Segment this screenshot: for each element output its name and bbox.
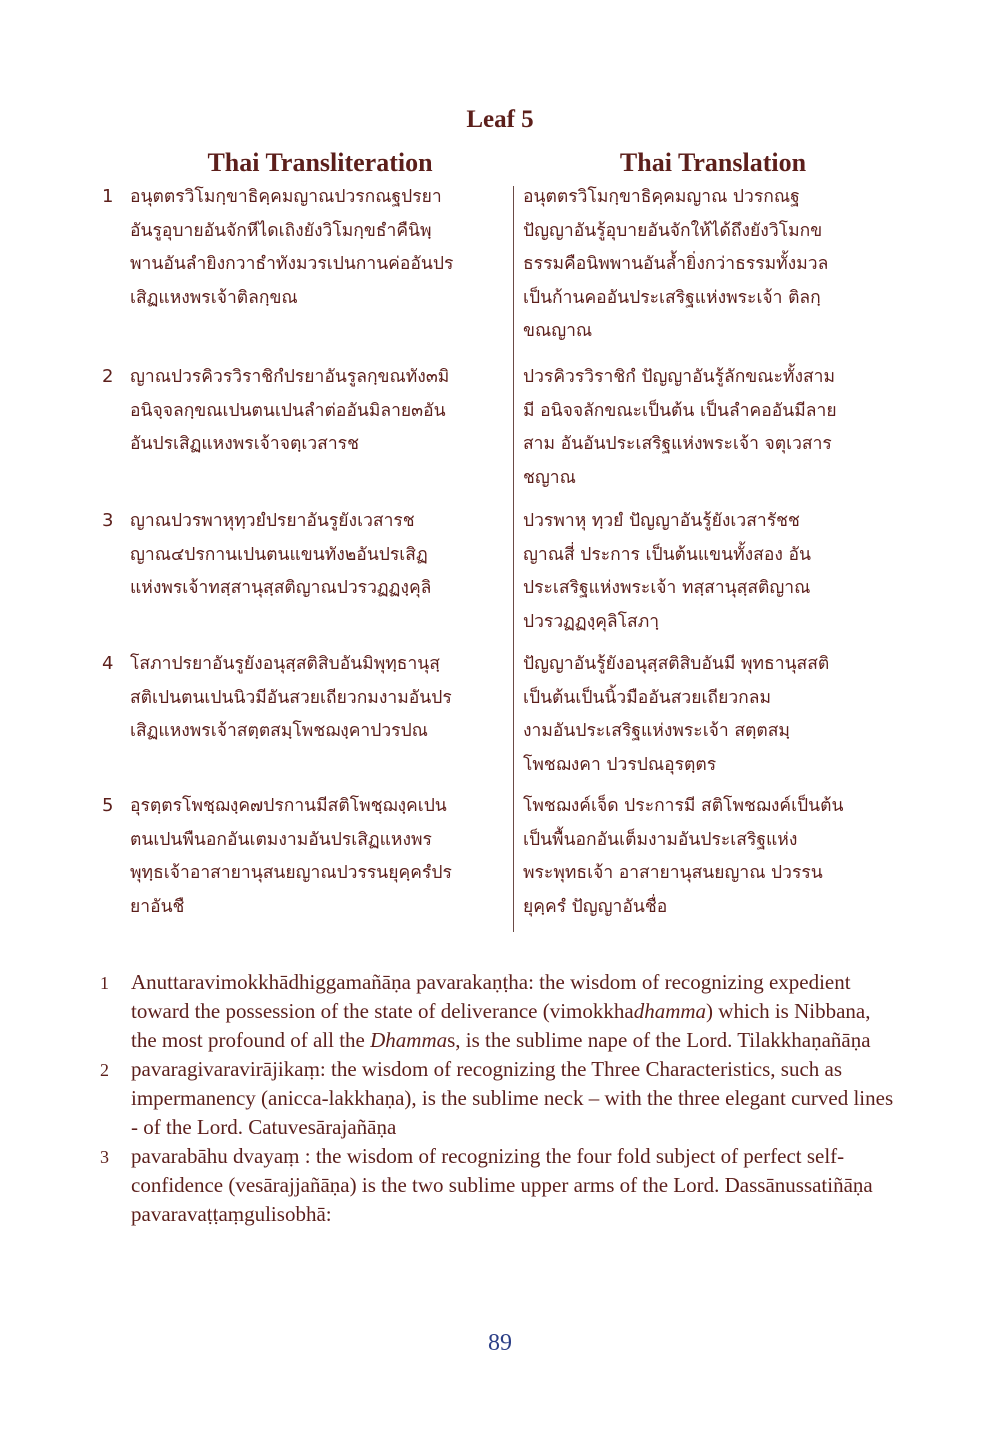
column-heading-translation: Thai Translation xyxy=(619,148,807,177)
transliteration-cell: โสภาปรยาอันรูยังอนุสฺสติสิบอันมิพุทฺธานุสฺ สติเปนตนเปนนิวมีอันสวยเถียวกมงามอันปร เสิฏแหงพรเจ้าสตฺตสมฺโพชฌงฺคาปวรปณ xyxy=(130,654,452,741)
row-number: 3 xyxy=(102,510,114,531)
footnote-italic: Dhamma xyxy=(370,1028,448,1052)
footnote-number: 1 xyxy=(100,973,109,993)
row-number: 1 xyxy=(102,186,114,207)
translation-cell: โพชฌงค์เจ็ด ประการมี สติโพชฌงค์เป็นต้น เป็นพื้นอกอันเต็มงามอันประเสริฐแห่ง พระพุทธเจ้า อาสายานุสนยญาณ ปวรรน ยุคฺครํ ปัญญาอันชื่อ xyxy=(523,796,844,917)
translation-cell: ปัญญาอันรู้ยังอนุสฺสติสิบอันมี พุทธานุสสติ เป็นต้นเป็นนิ้วมืออันสวยเถียวกลม งามอันประเสริฐแห่งพระเจ้า สตฺตสมฺ โพชฌงคา ปวรปณอุรตฺตร xyxy=(523,654,830,775)
column-heading-transliteration: Thai Transliteration xyxy=(207,148,433,177)
row-number: 4 xyxy=(102,653,114,674)
footnote-number: 3 xyxy=(100,1147,109,1167)
footnote xyxy=(100,1055,900,1142)
translation-cell: ปวรพาหุ ทฺวยํ ปัญญาอันรู้ยังเวสารัชช ญาณสี่ ประการ เป็นต้นแขนทั้งสอง อัน ประเสริฐแห่งพระเจ้า ทสฺสานุสฺสติญาณ ปวรวฏฏงฺคุลิโสภาฺ xyxy=(523,511,811,632)
translation-cell: อนุตตรวิโมกฺขาธิคฺคมญาณ ปวรกณฐ ปัญญาอันรู้อุบายอันจักให้ได้ถึงยังวิโมกข ธรรมคือนิพพานอันล้ำยิ่งกว่าธรรมทั้งมวล เป็นก้านคออันประเสริฐแห่งพระเจ้า ติลกฺ ขณญาณ xyxy=(523,187,829,341)
footnotes xyxy=(100,968,900,1229)
footnote-text: pavaragivaravirājikaṃ: the wisdom of recognizing the Three Characteristics, such as impermanency (anicca-lakkhaṇa), is the sublime neck – with the three elegant curved lines - of the Lord. Catuvesārajañāṇa xyxy=(131,1057,894,1139)
footnote-number: 2 xyxy=(100,1060,109,1080)
transliteration-cell: ญาณปวรคิวรวิราชิกํปรยาอันรูลกฺขณทัง๓มิ อนิจฺจลกฺขณเปนตนเปนลําต่ออันมิลาย๓อัน อันปรเสิฏแหงพรเจ้าจตฺเวสารช xyxy=(130,367,450,454)
transliteration-cell: อุรตฺตรโพชฺฌงฺค๗ปรกานมีสติโพชฺฌงฺคเปน ตนเปนพืนอกอันเตมงามอันปรเสิฏแหงพร พุทฺธเจ้าอาสายานุสนยญาณปวรรนยุคฺครํปร ยาอันชื xyxy=(130,796,452,917)
transliteration-cell: อนุตตรวิโมกฺขาธิคฺคมญาณปวรกณฐปรยา อันรูอุบายอันจักหีไดเถิงยังวิโมกฺขธําคืนิพฺ พานอันลํายิงกวาธําทังมวรเปนกานค่ออันปร เสิฏแหงพรเจ้าติลกฺขณ xyxy=(130,187,454,308)
footnote-text: s, is the sublime nape of the Lord. Tilakkhaṇañāṇa xyxy=(447,1028,871,1052)
footnote-text: Anuttaravimokkhādhiggamañāṇa pavarakaṇṭha: the wisdom of recognizing expedient toward the possession of the state of deliverance (vimokkha xyxy=(131,970,851,1023)
row-number: 2 xyxy=(102,366,114,387)
footnote xyxy=(100,1142,900,1229)
footnote-italic: dhamma xyxy=(633,999,707,1023)
page-number: 89 xyxy=(488,1330,512,1356)
footnote-text: pavarabāhu dvayaṃ : the wisdom of recognizing the four fold subject of perfect self-confidence (vesārajjañāṇa) is the two sublime upper arms of the Lord. Dassānussatiñāṇa pavaravaṭṭaṃgulisobhā: xyxy=(131,1144,873,1226)
transliteration-cell: ญาณปวรพาหุทฺวยํปรยาอันรูยังเวสารช ญาณ๔ปรกานเปนตนแขนทัง๒อันปรเสิฏ แห่งพรเจ้าทสฺสานุสฺสติญาณปวรวฏฏงฺคุลิ xyxy=(130,511,432,598)
footnote xyxy=(100,968,900,1055)
column-divider xyxy=(513,186,514,932)
translation-cell: ปวรคิวรวิราชิกํ ปัญญาอันรู้ลักขณะทั้งสาม มี อนิจจลักขณะเป็นต้น เป็นลำคออันมีลาย สาม อันอันประเสริฐแห่งพระเจ้า จตุเวสาร ชญาณ xyxy=(523,367,837,488)
row-number: 5 xyxy=(102,795,114,816)
footnote-text: ) which is Nibbana, the most profound of all the xyxy=(131,999,871,1052)
leaf-title: Leaf 5 xyxy=(466,106,534,133)
